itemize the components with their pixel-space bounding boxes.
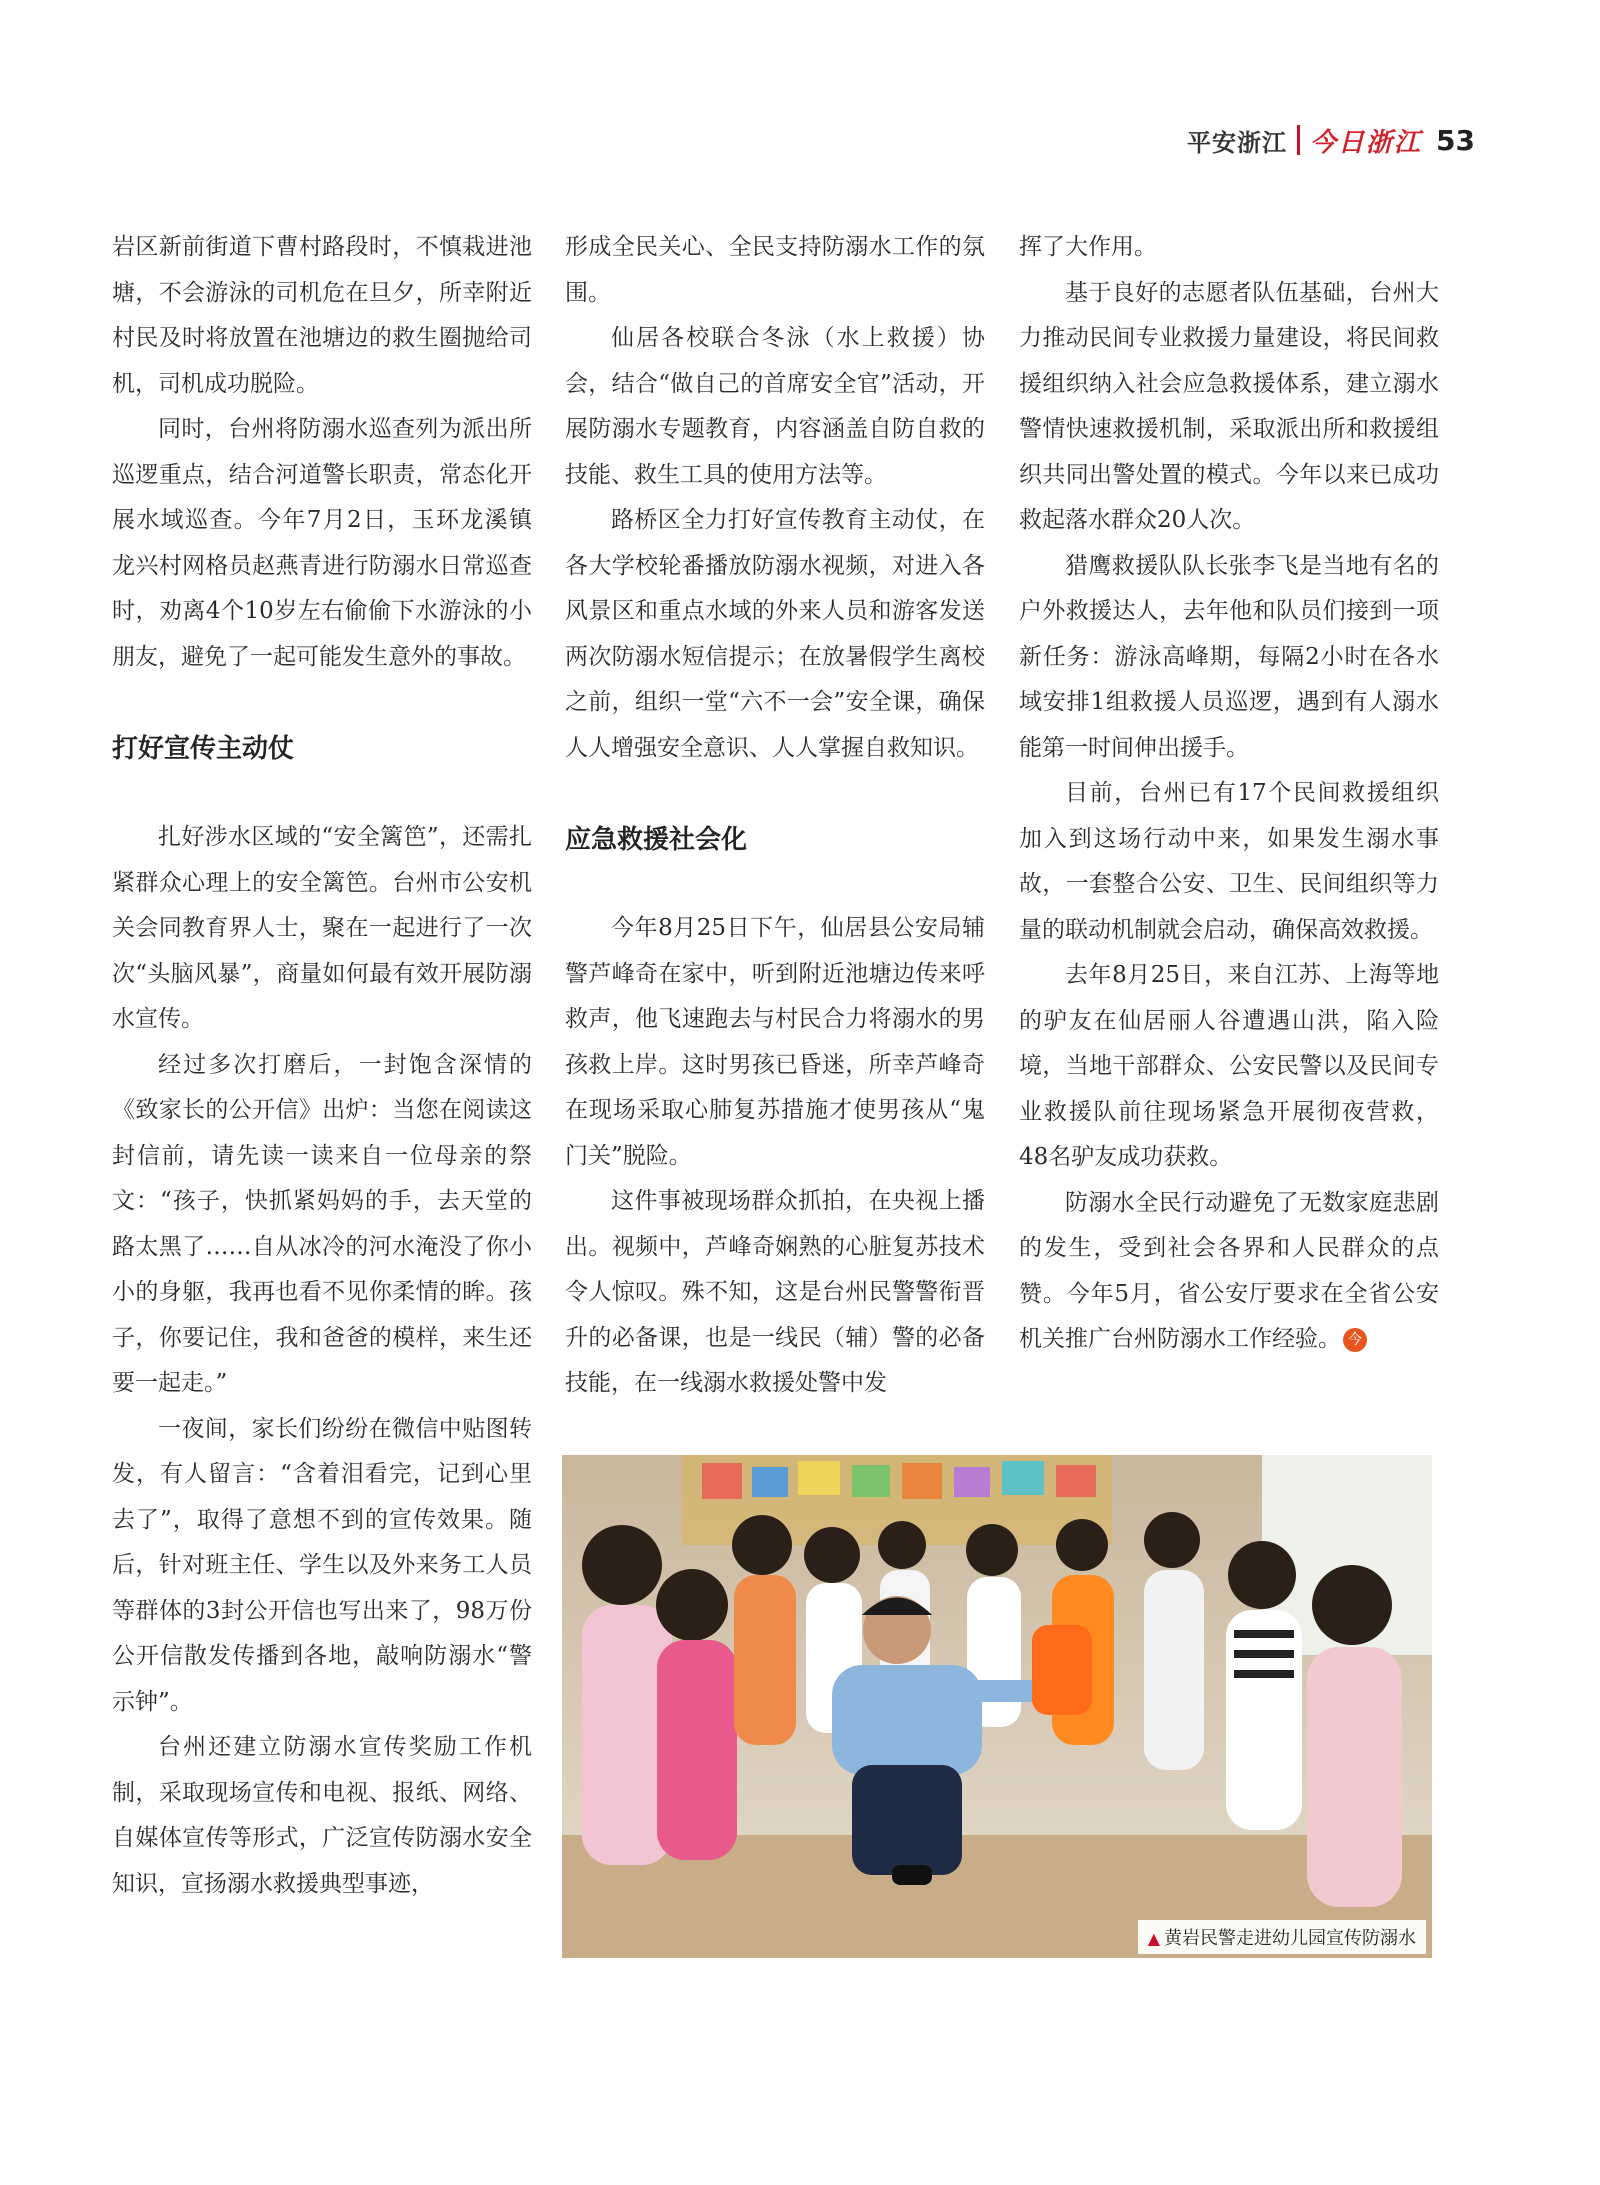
paragraph: 今年8月25日下午，仙居县公安局辅警芦峰奇在家中，听到附近池塘边传来呼救声，他飞速跑去与村民合力将溺水的男孩救上岸。这时男孩已昏迷，所幸芦峰奇在现场采取心肺复苏措施才使男孩从“鬼门关”脱险。: [565, 915, 985, 1169]
paragraph: 同时，台州将防溺水巡查列为派出所巡逻重点，结合河道警长职责，常态化开展水域巡查。今年7月2日，玉环龙溪镇龙兴村网格员赵燕青进行防溺水日常巡查时，劝离4个10岁左右偷偷下水游泳的小朋友，避免了一起可能发生意外的事故。: [112, 416, 532, 670]
paragraph-final: [1019, 1181, 1439, 1363]
section-heading-propaganda: 打好宣传主动仗: [112, 734, 295, 764]
paragraph-text: 防溺水全民行动避免了无数家庭悲剧的发生，受到社会各界和人民群众的点赞。今年5月，省公安厅要求在全省公安机关推广台州防溺水工作经验。: [1019, 1189, 1439, 1352]
photo-caption-text: 黄岩民警走进幼儿园宣传防溺水: [1164, 1928, 1416, 1949]
article-end-mark-icon: 今: [1343, 1328, 1367, 1352]
paragraph: 目前，台州已有17个民间救援组织加入到这场行动中来，如果发生溺水事故，一套整合公安、卫生、民间组织等力量的联动机制就会启动，确保高效救援。: [1019, 780, 1439, 943]
section-title: 平安浙江: [1187, 128, 1288, 157]
paragraph: 形成全民关心、全民支持防溺水工作的氛围。: [565, 234, 985, 306]
paragraph: 挥了大作用。: [1019, 234, 1157, 260]
magazine-logo: 今日浙江: [1310, 127, 1423, 158]
article-column-1: [112, 225, 532, 1907]
paragraph: 扎好涉水区域的“安全篱笆”，还需扎紧群众心理上的安全篱笆。台州市公安机关会同教育界人士，聚在一起进行了一次次“头脑风暴”，商量如何最有效开展防溺水宣传。: [112, 824, 532, 1032]
paragraph: 猎鹰救援队队长张李飞是当地有名的户外救援达人，去年他和队员们接到一项新任务：游泳高峰期，每隔2小时在各水域安排1组救援人员巡逻，遇到有人溺水能第一时间伸出援手。: [1019, 552, 1439, 761]
caption-triangle-icon: ▲: [1147, 1929, 1160, 1948]
header-divider: [1297, 125, 1300, 155]
paragraph: 路桥区全力打好宣传教育主动仗，在各大学校轮番播放防溺水视频，对进入各风景区和重点水域的外来人员和游客发送两次防溺水短信提示；在放暑假学生离校之前，组织一堂“六不一会”安全课，确保人人增强安全意识、人人掌握自救知识。: [565, 507, 985, 761]
page-number: 53: [1436, 123, 1475, 157]
paragraph: 台州还建立防溺水宣传奖励工作机制，采取现场宣传和电视、报纸、网络、自媒体宣传等形式，广泛宣传防溺水安全知识，宣扬溺水救援典型事迹，: [112, 1734, 532, 1897]
photo-caption: [1138, 1920, 1426, 1954]
paragraph: 去年8月25日，来自江苏、上海等地的驴友在仙居丽人谷遭遇山洪，陷入险境，当地干部群众、公安民警以及民间专业救援队前往现场紧急开展彻夜营救，48名驴友成功获救。: [1019, 962, 1439, 1170]
paragraph: 岩区新前街道下曹村路段时，不慎栽进池塘，不会游泳的司机危在旦夕，所幸附近村民及时将放置在池塘边的救生圈抛给司机，司机成功脱险。: [112, 234, 532, 397]
classroom-photo-illustration: [562, 1455, 1432, 1958]
article-photo: [562, 1455, 1432, 1958]
article-column-2: [565, 225, 985, 1407]
paragraph: 一夜间，家长们纷纷在微信中贴图转发，有人留言：“含着泪看完，记到心里去了”，取得了意想不到的宣传效果。随后，针对班主任、学生以及外来务工人员等群体的3封公开信也写出来了，98万份公开信散发传播到各地，敲响防溺水“警示钟”。: [112, 1415, 532, 1715]
paragraph: 经过多次打磨后，一封饱含深情的《致家长的公开信》出炉：当您在阅读这封信前，请先读一读来自一位母亲的祭文：“孩子，快抓紧妈妈的手，去天堂的路太黑了……自从冰冷的河水淹没了你小小的身躯，我再也看不见你柔情的眸。孩子，你要记住，我和爸爸的模样，来生还要一起走。”: [112, 1051, 532, 1396]
page-header: [1187, 118, 1475, 162]
section-heading-rescue: 应急救援社会化: [565, 825, 748, 855]
paragraph: 仙居各校联合冬泳（水上救援）协会，结合“做自己的首席安全官”活动，开展防溺水专题教育，内容涵盖自防自救的技能、救生工具的使用方法等。: [565, 325, 985, 488]
article-column-3: [1019, 225, 1439, 1363]
paragraph: 基于良好的志愿者队伍基础，台州大力推动民间专业救援力量建设，将民间救援组织纳入社会应急救援体系，建立溺水警情快速救援机制，采取派出所和救援组织共同出警处置的模式。今年以来已成功救起落水群众20人次。: [1019, 279, 1439, 533]
paragraph: 这件事被现场群众抓拍，在央视上播出。视频中，芦峰奇娴熟的心脏复苏技术令人惊叹。殊不知，这是台州民警警衔晋升的必备课，也是一线民（辅）警的必备技能，在一线溺水救援处警中发: [565, 1188, 985, 1396]
